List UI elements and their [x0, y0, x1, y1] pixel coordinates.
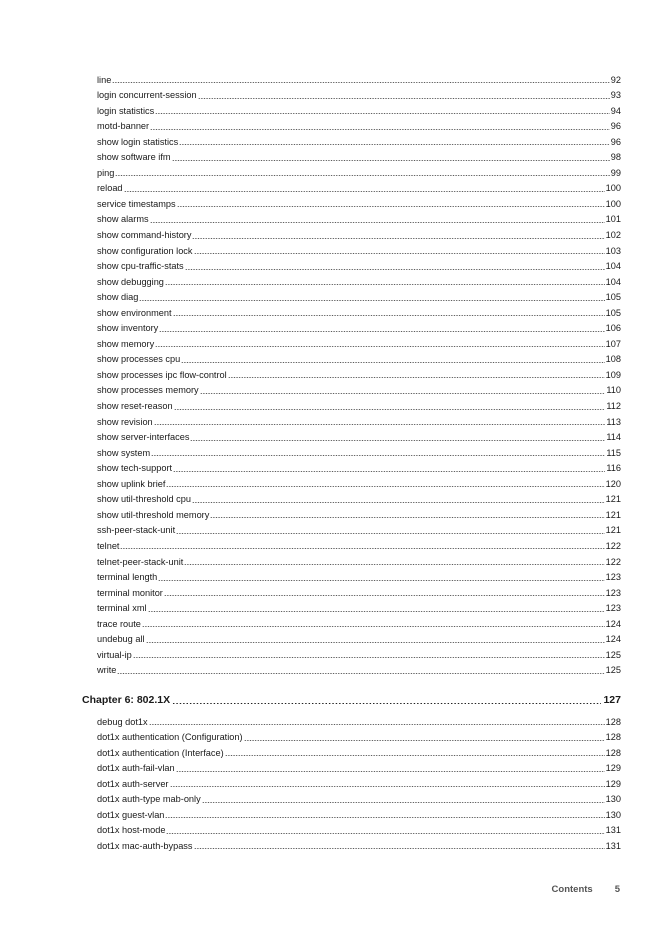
dot-leader — [185, 269, 605, 270]
toc-entry[interactable] — [97, 661, 621, 677]
toc-entry-page-number: 131 — [605, 840, 621, 851]
dot-leader — [173, 315, 605, 316]
toc-entry-page-number: 123 — [605, 587, 621, 598]
toc-entry[interactable] — [97, 743, 621, 759]
toc-entry-title: dot1x auth-fail-vlan — [97, 763, 175, 774]
toc-entry-page-number: 128 — [605, 732, 621, 743]
toc-entry[interactable] — [97, 728, 621, 744]
dot-leader — [176, 533, 605, 534]
dot-leader — [181, 362, 604, 363]
toc-entry[interactable] — [97, 805, 621, 821]
toc-entry[interactable] — [97, 614, 621, 630]
toc-entry-title: dot1x authentication (Configuration) — [97, 732, 243, 743]
toc-entry-page-number: 123 — [605, 572, 621, 583]
toc-entry-title: show util-threshold memory — [97, 509, 210, 520]
toc-entry[interactable] — [97, 86, 621, 102]
toc-entry-title: telnet-peer-stack-unit — [97, 556, 184, 567]
toc-entry-title: show uplink brief — [97, 478, 166, 489]
footer-page-number: 5 — [614, 884, 620, 895]
dot-leader — [165, 817, 604, 818]
toc-entry-page-number: 105 — [605, 307, 621, 318]
dot-leader — [148, 611, 605, 612]
dot-leader — [202, 802, 605, 803]
toc-entry[interactable] — [97, 774, 621, 790]
toc-entry-page-number: 113 — [606, 416, 621, 427]
footer-section-label: Contents — [551, 884, 593, 895]
toc-entry-title: dot1x host-mode — [97, 825, 166, 836]
toc-entry-page-number: 125 — [605, 665, 621, 676]
toc-entry[interactable] — [97, 210, 621, 226]
dot-leader — [165, 284, 605, 285]
toc-entry-page-number: 120 — [605, 478, 621, 489]
toc-entry-title: login statistics — [97, 105, 155, 116]
toc-entry[interactable] — [97, 194, 621, 210]
toc-entry-title: motd-banner — [97, 121, 150, 132]
toc-entry[interactable] — [97, 365, 621, 381]
toc-entry[interactable] — [97, 303, 621, 319]
toc-entry-title: undebug all — [97, 634, 145, 645]
dot-leader — [155, 113, 610, 114]
toc-entry-page-number: 102 — [605, 230, 621, 241]
dot-leader — [154, 424, 606, 425]
dot-leader — [142, 626, 605, 627]
toc-entry-page-number: 100 — [605, 183, 621, 194]
chapter-title: Chapter 6: 802.1X — [82, 694, 171, 706]
dot-leader — [159, 331, 604, 332]
dot-leader — [150, 129, 610, 130]
toc-entry-title: show server-interfaces — [97, 432, 190, 443]
dot-leader — [166, 486, 604, 487]
toc-entry[interactable] — [97, 163, 621, 179]
toc-entry-page-number: 96 — [610, 136, 621, 147]
toc-entry-page-number: 104 — [605, 261, 621, 272]
toc-entry[interactable] — [97, 272, 621, 288]
toc-entry-page-number: 130 — [605, 809, 621, 820]
toc-entry-title: ping — [97, 167, 115, 178]
dot-leader — [120, 548, 604, 549]
toc-entry[interactable] — [97, 257, 621, 273]
toc-entry[interactable] — [97, 381, 621, 397]
dot-leader — [225, 755, 605, 756]
toc-entry-page-number: 108 — [605, 354, 621, 365]
toc-chapter-heading[interactable] — [82, 694, 621, 707]
toc-entry-title: line — [97, 74, 112, 85]
dot-leader — [198, 98, 610, 99]
toc-entry-page-number: 100 — [605, 198, 621, 209]
toc-entry-title: dot1x auth-server — [97, 778, 169, 789]
toc-entry-page-number: 98 — [610, 152, 621, 163]
toc-entry-page-number: 114 — [606, 432, 621, 443]
toc-entry-page-number: 130 — [605, 794, 621, 805]
dot-leader — [244, 740, 605, 741]
toc-entry-title: terminal monitor — [97, 587, 163, 598]
toc-entry[interactable] — [97, 70, 621, 86]
toc-entry-title: show configuration lock — [97, 245, 193, 256]
toc-entry-page-number: 110 — [606, 385, 621, 396]
dot-leader — [139, 300, 604, 301]
toc-entry[interactable] — [97, 443, 621, 459]
dot-leader — [166, 833, 604, 834]
toc-entry[interactable] — [97, 288, 621, 304]
toc-entry-page-number: 121 — [605, 509, 621, 520]
toc-entry[interactable] — [97, 319, 621, 335]
dot-leader — [112, 82, 609, 83]
toc-entry-title: show login statistics — [97, 136, 179, 147]
toc-entry-page-number: 112 — [606, 401, 621, 412]
toc-entry[interactable] — [97, 396, 621, 412]
toc-entry-title: dot1x auth-type mab-only — [97, 794, 201, 805]
toc-entry-title: show util-threshold cpu — [97, 494, 191, 505]
toc-entry-page-number: 128 — [605, 716, 621, 727]
toc-entry[interactable] — [97, 712, 621, 728]
dot-leader — [155, 346, 604, 347]
toc-entry-title: show command-history — [97, 230, 192, 241]
dot-leader — [192, 502, 605, 503]
toc-entry-page-number: 101 — [605, 214, 621, 225]
toc-entry-page-number: 121 — [605, 494, 621, 505]
toc-entry-page-number: 107 — [605, 338, 621, 349]
toc-entry-page-number: 94 — [610, 105, 621, 116]
toc-entry-title: telnet — [97, 540, 120, 551]
toc-entry-page-number: 129 — [605, 778, 621, 789]
toc-entry-title: show tech-support — [97, 463, 173, 474]
dot-leader — [150, 222, 605, 223]
toc-entry-title: show alarms — [97, 214, 149, 225]
toc-entry[interactable] — [97, 759, 621, 775]
toc-entry[interactable] — [97, 552, 621, 568]
toc-entry[interactable] — [97, 836, 621, 852]
toc-entry-title: show reset-reason — [97, 401, 173, 412]
toc-entry-page-number: 128 — [605, 747, 621, 758]
toc-entry-page-number: 131 — [605, 825, 621, 836]
toc-entry-page-number: 99 — [610, 167, 621, 178]
toc-entry-title: show processes cpu — [97, 354, 181, 365]
toc-entry[interactable] — [97, 241, 621, 257]
toc-entry[interactable] — [97, 148, 621, 164]
toc-entry[interactable] — [97, 412, 621, 428]
toc-entry-title: terminal length — [97, 572, 158, 583]
dot-leader — [194, 253, 605, 254]
dot-leader — [174, 409, 606, 410]
dot-leader — [172, 160, 610, 161]
toc-entry-page-number: 104 — [605, 276, 621, 287]
dot-leader — [228, 377, 605, 378]
dot-leader — [190, 440, 605, 441]
dot-leader — [176, 771, 605, 772]
toc-entry[interactable] — [97, 334, 621, 350]
toc-entry-page-number: 122 — [605, 556, 621, 567]
dot-leader — [158, 580, 604, 581]
toc-entry-title: ssh-peer-stack-unit — [97, 525, 176, 536]
toc-entry-title: show inventory — [97, 323, 159, 334]
toc-entry[interactable] — [97, 521, 621, 537]
toc-entry[interactable] — [97, 536, 621, 552]
toc-entry-title: show diag — [97, 292, 139, 303]
toc-entry-title: dot1x mac-auth-bypass — [97, 840, 193, 851]
toc-entry[interactable] — [97, 630, 621, 646]
toc-entry-page-number: 121 — [605, 525, 621, 536]
dot-leader — [146, 642, 605, 643]
toc-entry[interactable] — [97, 474, 621, 490]
toc-entry-title: debug dot1x — [97, 716, 148, 727]
toc-entry[interactable] — [97, 821, 621, 837]
toc-entry[interactable] — [97, 568, 621, 584]
toc-entry[interactable] — [97, 428, 621, 444]
dot-leader — [133, 657, 605, 658]
toc-entry[interactable] — [97, 583, 621, 599]
toc-entry-title: dot1x guest-vlan — [97, 809, 165, 820]
toc-entry-page-number: 123 — [605, 603, 621, 614]
toc-entry[interactable] — [97, 505, 621, 521]
dot-leader — [184, 564, 604, 565]
dot-leader — [164, 595, 605, 596]
toc-entry-page-number: 129 — [605, 763, 621, 774]
dot-leader — [115, 175, 609, 176]
toc-entry-page-number: 116 — [606, 463, 621, 474]
toc-entry-page-number: 103 — [605, 245, 621, 256]
toc-entry-title: show debugging — [97, 276, 164, 287]
toc-entry[interactable] — [97, 599, 621, 615]
toc-entry[interactable] — [97, 490, 621, 506]
toc-entry-title: show cpu-traffic-stats — [97, 261, 184, 272]
toc-entry-title: show processes ipc flow-control — [97, 369, 227, 380]
toc-entry-page-number: 96 — [610, 121, 621, 132]
page-footer — [552, 884, 620, 895]
toc-entry[interactable] — [97, 117, 621, 133]
toc-entry[interactable] — [97, 225, 621, 241]
toc-entry-page-number: 106 — [605, 323, 621, 334]
toc-entry[interactable] — [97, 790, 621, 806]
toc-entry-page-number: 92 — [610, 74, 621, 85]
toc-entry-page-number: 109 — [605, 369, 621, 380]
toc-entry-title: write — [97, 665, 117, 676]
dot-leader — [172, 703, 601, 705]
toc-entry-title: show revision — [97, 416, 153, 427]
toc-entry[interactable] — [97, 645, 621, 661]
dot-leader — [170, 786, 605, 787]
dot-leader — [194, 848, 605, 849]
chapter-entry-list — [97, 712, 621, 852]
toc-entry-title: dot1x authentication (Interface) — [97, 747, 224, 758]
toc-entry-page-number: 93 — [610, 90, 621, 101]
toc-entry-title: trace route — [97, 618, 141, 629]
toc-entry-page-number: 124 — [605, 618, 621, 629]
toc-entry[interactable] — [97, 459, 621, 475]
dot-leader — [192, 238, 604, 239]
dot-leader — [177, 206, 605, 207]
dot-leader — [173, 471, 605, 472]
toc-entry[interactable] — [97, 132, 621, 148]
toc-entry-page-number: 122 — [605, 540, 621, 551]
toc-entry[interactable] — [97, 179, 621, 195]
dot-leader — [200, 393, 606, 394]
toc-entry-title: show processes memory — [97, 385, 199, 396]
toc-entry-title: login concurrent-session — [97, 90, 197, 101]
toc-entry-title: service timestamps — [97, 198, 176, 209]
dot-leader — [124, 191, 605, 192]
toc-entry-title: show software ifm — [97, 152, 171, 163]
toc-entry-title: reload — [97, 183, 123, 194]
toc-entry-title: terminal xml — [97, 603, 147, 614]
toc-entry-title: show environment — [97, 307, 172, 318]
toc-entry-title: show system — [97, 447, 151, 458]
dot-leader — [179, 144, 610, 145]
dot-leader — [151, 455, 605, 456]
toc-entry[interactable] — [97, 350, 621, 366]
toc-entry-page-number: 115 — [606, 447, 621, 458]
toc-entry-list — [97, 70, 621, 676]
toc-entry-page-number: 105 — [605, 292, 621, 303]
chapter-page-number: 127 — [603, 694, 621, 706]
dot-leader — [149, 724, 605, 725]
toc-entry-title: virtual-ip — [97, 649, 132, 660]
dot-leader — [117, 673, 604, 674]
toc-entry-page-number: 124 — [605, 634, 621, 645]
toc-entry[interactable] — [97, 101, 621, 117]
toc-entry-page-number: 125 — [605, 649, 621, 660]
dot-leader — [210, 517, 604, 518]
toc-entry-title: show memory — [97, 338, 155, 349]
